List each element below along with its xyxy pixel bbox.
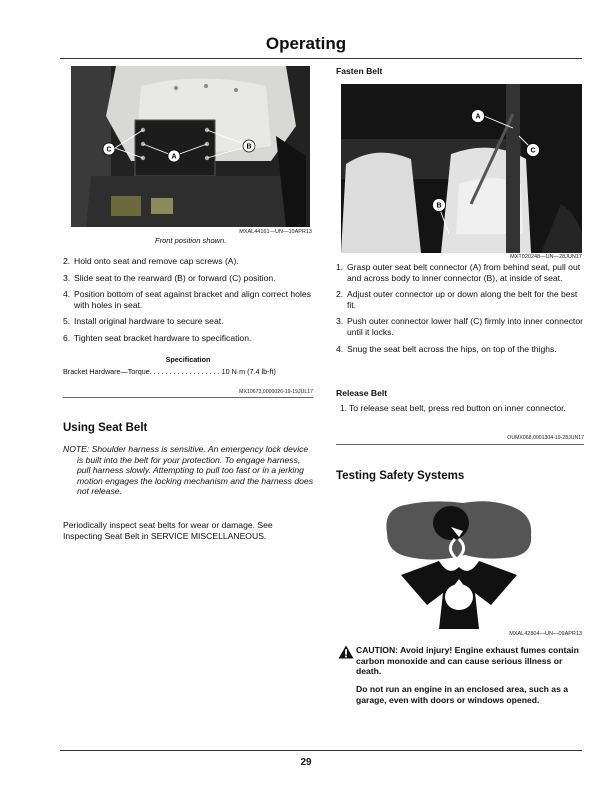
list-item: 3. Push outer connector lower half (C) firmly into inner connector until it locks. bbox=[336, 316, 583, 337]
seat-bracket-photo bbox=[71, 66, 310, 227]
seat-steps bbox=[63, 256, 313, 344]
callout-b: B bbox=[436, 202, 442, 210]
list-item: 1. To release seat belt, press red button on inner connector. bbox=[340, 403, 566, 413]
caution-body: Do not run an engine in an enclosed area, such as a garage, even with doors or windows opened. bbox=[356, 684, 569, 705]
section-heading: Testing Safety Systems bbox=[336, 470, 465, 482]
paragraph: Periodically inspect seat belts for wear or damage. See Inspecting Seat Belt in SERVICE MISCELLANEOUS. bbox=[63, 520, 273, 541]
callout-b: B bbox=[246, 143, 252, 151]
subheading: Fasten Belt bbox=[336, 66, 383, 76]
section-heading: Using Seat Belt bbox=[63, 422, 148, 434]
caution-text: CAUTION: Avoid injury! Engine exhaust fumes contain carbon monoxide and can cause serious illness or death. bbox=[356, 645, 579, 677]
figure-code: MXAL44161—UN—10APR13 bbox=[239, 229, 312, 235]
warning-triangle-icon bbox=[338, 645, 354, 659]
figure-caption: Front position shown. bbox=[155, 236, 227, 245]
list-item: 1. Grasp outer seat belt connector (A) from behind seat, pull out and across body to inner connector (B), at inside of seat. bbox=[336, 262, 581, 283]
release-steps bbox=[340, 403, 584, 414]
list-item: 4. Position bottom of seat against bracket and align correct holes with holes in seat. bbox=[63, 289, 311, 310]
callout-c: C bbox=[530, 147, 536, 155]
list-item: 4. Snug the seat belt across the hips, on top of the thighs. bbox=[336, 343, 557, 354]
list-item: 6. Tighten seat bracket hardware to specification. bbox=[63, 332, 252, 343]
list-item: 2. Adjust outer connector up or down along the belt for the best fit. bbox=[336, 289, 578, 310]
callout-a: A bbox=[475, 113, 481, 121]
spec-heading: Specification bbox=[165, 355, 211, 364]
figure-code: MXT020248—UN—28JUN17 bbox=[510, 254, 582, 260]
subheading: Release Belt bbox=[336, 388, 388, 398]
page-title: Operating bbox=[265, 34, 347, 53]
list-item: 3. Slide seat to the rearward (B) or forward (C) position. bbox=[63, 272, 276, 283]
callout-a: A bbox=[171, 153, 177, 161]
reference-code: OUMX068,0001304-19-28JUN17 bbox=[507, 435, 584, 441]
fasten-steps bbox=[336, 262, 584, 354]
list-item: 2. Hold onto seat and remove cap screws (A). bbox=[63, 256, 239, 266]
footer-rule bbox=[60, 750, 582, 751]
spec-row: Bracket Hardware—Torque. . . . . . . . . . . . . . . . . . 10 N·m (7.4 lb-ft) bbox=[63, 367, 276, 376]
section-rule bbox=[63, 397, 313, 398]
page-number: 29 bbox=[300, 757, 312, 768]
reference-code: MX10673,0000026-19-19JUL17 bbox=[239, 389, 313, 395]
figure-code: MXAL42804—UN—09APR13 bbox=[509, 631, 582, 637]
exhaust-hazard-symbol bbox=[383, 495, 535, 629]
seat-belt-photo bbox=[341, 84, 582, 253]
section-rule bbox=[336, 444, 584, 445]
note-text: NOTE: Shoulder harness is sensitive. An emergency lock device is built into the belt for your protection. To engage harness, pull harness slowly. Attempting to pull too fast or in a jerking motion engages the locking mechanism and the harness does not release. bbox=[63, 444, 313, 497]
header-rule bbox=[60, 58, 582, 59]
list-item: 5. Install original hardware to secure seat. bbox=[63, 316, 224, 327]
callout-c: C bbox=[106, 146, 112, 154]
